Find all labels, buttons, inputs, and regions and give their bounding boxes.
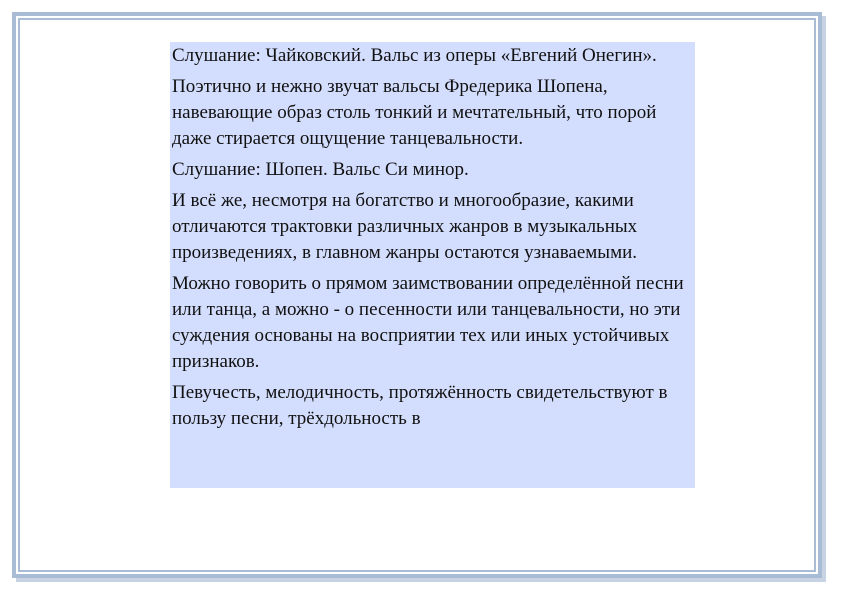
frame-shadow-right <box>822 16 826 582</box>
paragraph-borrowing: Можно говорить о прямом заимствовании определённой песни или танца, а можно - о песенности или танцевальности, но эти суждения основаны на восприятии тех или иных устойчивых признаков. <box>172 273 684 372</box>
paragraph-listening-tchaikovsky: Слушание: Чайковский. Вальс из оперы «Евгений Онегин». <box>172 45 657 66</box>
frame-shadow-bottom <box>16 578 826 582</box>
paragraph-genres-recognizable: И всё же, несмотря на богатство и многообразие, какими отличаются трактовки различных жанров в музыкальных произведениях, в главном жанры остаются узнаваемыми. <box>172 190 638 263</box>
paragraph-song-features: Певучесть, мелодичность, протяжённость свидетельствуют в пользу песни, трёхдольность в <box>172 382 668 429</box>
text-box <box>170 42 695 488</box>
paragraph-chopin-waltzes: Поэтично и нежно звучат вальсы Фредерика Шопена, навевающие образ столь тонкий и мечтательный, что порой даже стирается ощущение танцевальности. <box>172 76 657 149</box>
paragraph-listening-chopin: Слушание: Шопен. Вальс Си минор. <box>172 159 469 180</box>
